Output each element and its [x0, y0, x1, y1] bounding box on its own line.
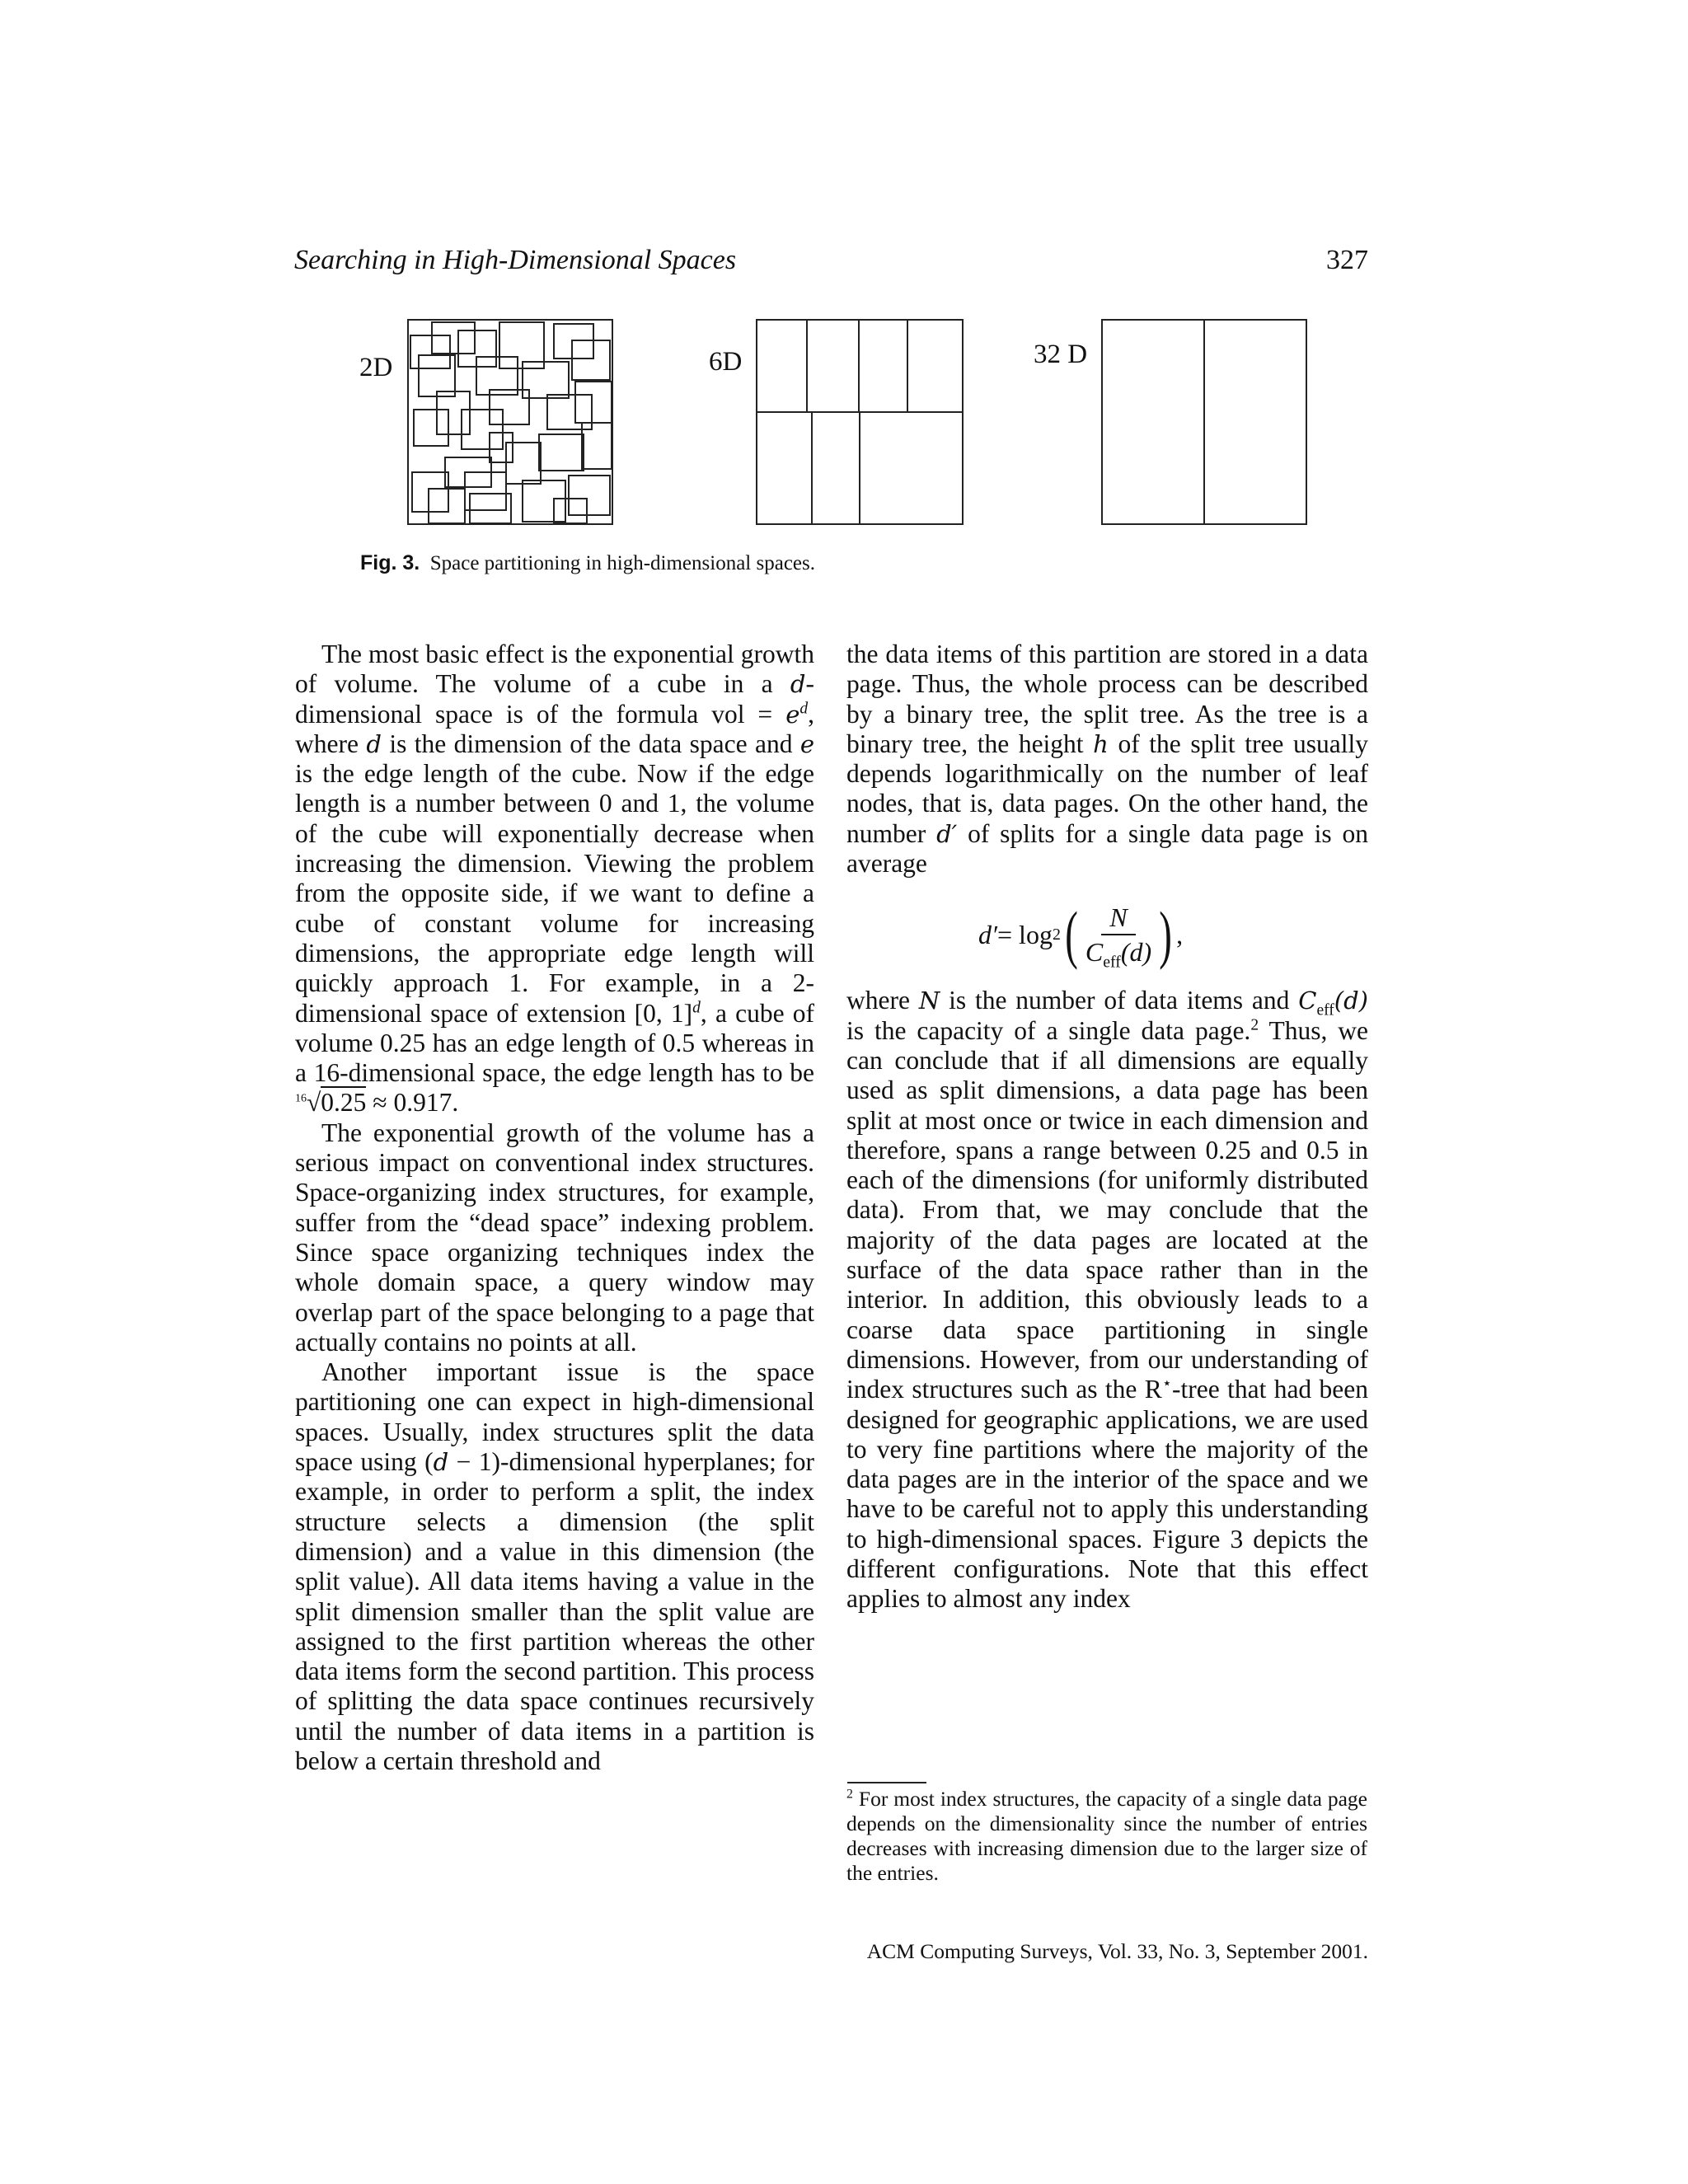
partition-diagram-2d [407, 319, 613, 525]
panel-label-32d: 32 D [1034, 340, 1088, 369]
figure-caption [360, 551, 815, 576]
partition-diagram-6d [756, 319, 964, 525]
running-header-title: Searching in High-Dimensional Spaces [294, 245, 737, 275]
paragraph-data-page-distribution: where N is the number of data items and $C_{eff}(d)$ is the capacity of a single data page.$^2$ Thus, we can conclude that if all dimensions are equally used as split dimensions, a data page has been split at most once or twice in each dimension and therefore, spans a range between 0.25 and 0.5 in each of the dimensions (for uniformly distributed data). From that, we may conclude that the majority of the data pages are located at the surface of the data space rather than in the interior. In addition, this obviously leads to a coarse data space partitioning in single dimensions. However, from our understanding of index structures such as the R⋆-tree that had been designed for geographic applications, we are used to very fine partitions where the majority of the data pages are in the interior of the space and we have to be careful not to apply this understanding to high-dimensional spaces. Figure 3 depicts the different configurations. Note that this effect applies to almost any index [846, 986, 1369, 1614]
paragraph-exponential-volume: The most basic effect is the exponential growth of volume. The volume of a cube in a d-dimensional space is of the formula vol = $e^d$, where d is the dimension of the data space and e is the edge length of the cube. Now if the edge length is a number between 0 and 1, the volume of the cube will exponentially decrease when increasing the dimension. Viewing the problem from the opposite side, if we want to define a cube of constant volume for increasing dimensions, the appropriate edge length will quickly approach 1. For example, in a 2-dimensional space of extension [0, 1]$^d$, a cube of volume 0.25 has an edge length of 0.5 whereas in a 16-dimensional space, the edge length has to be $^{16}$√0.25 ≈ 0.917. [295, 640, 815, 1118]
footnote: $^2$ For most index structures, the capacity of a single data page depends on the dimensionality since the number of entries decreases with increasing dimension due to the larger size of the entries. [846, 1787, 1367, 1885]
paragraph-dead-space: The exponential growth of the volume has a serious impact on conventional index structures. Space-organizing index structures, for example, suffer from the “dead space” indexing problem. Since space organizing techniques index the whole domain space, a query window may overlap part of the space belonging to a page that actually contains no points at all. [295, 1118, 814, 1357]
figure-caption-text: Space partitioning in high-dimensional spaces. [429, 552, 815, 574]
body-column-right [846, 640, 1368, 1615]
footnote-rule [847, 1782, 926, 1783]
equation-split-count: d′ = log 2 ( $\frac{N}{C_{eff}(d)}$ ) , [978, 898, 1184, 972]
paragraph-split-tree: the data items of this partition are stored in a data page. Thus, the whole process can be described by a binary tree, the split tree. As the tree is a binary tree, the height h of the split tree usually depends logarithmically on the number of leaf nodes, that is, data pages. On the other hand, the number d′ of splits for a single data page is on average [846, 640, 1368, 879]
panel-label-2d: 2D [359, 353, 393, 382]
partition-diagram-32d [1101, 319, 1307, 525]
journal-footer: ACM Computing Surveys, Vol. 33, No. 3, September 2001. [866, 1939, 1368, 1963]
paragraph-space-partitioning: Another important issue is the space partitioning one can expect in high-dimensional spaces. Usually, index structures split the data space using (d − 1)-dimensional hyperplanes; for example, in order to perform a split, the index structure selects a dimension (the split dimension) and a value in this dimension (the split value). All data items having a value in the split dimension smaller than the split value are assigned to the first partition whereas the other data items form the second partition. This process of splitting the data space continues recursively until the number of data items in a partition is below a certain threshold and [295, 1357, 814, 1775]
figure-caption-label: Fig. 3. [360, 551, 420, 574]
page-number: 327 [1326, 245, 1368, 275]
panel-label-6d: 6D [709, 347, 743, 377]
body-column-left [295, 640, 814, 1776]
